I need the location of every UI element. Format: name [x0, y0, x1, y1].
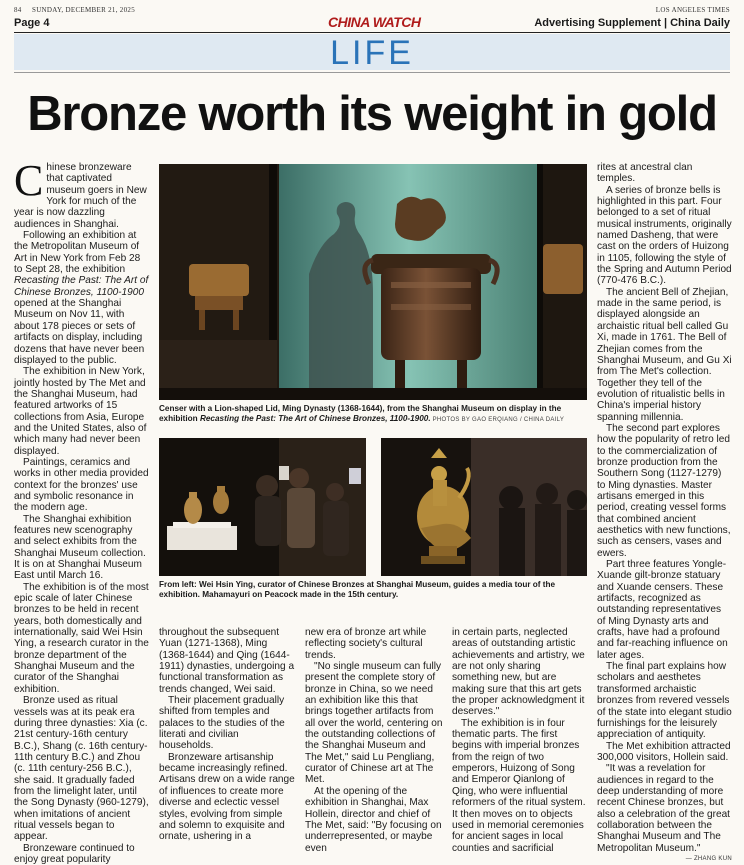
media-tour-image: [159, 438, 366, 576]
col2-p2: Their placement gradually shifted from temples and palaces to the studies of the literati and civilian households.: [159, 695, 285, 752]
main-caption-title: Recasting the Past: The Art of Chinese Bronzes, 1100-1900.: [199, 414, 431, 423]
col1-p2-text: Following an exhibition at the Metropolitan Museum of Art in New York from Feb 28 to Sept 28, the exhibition: [14, 230, 141, 276]
page-number-top: 84: [14, 6, 22, 14]
main-photo-caption: [159, 404, 587, 425]
col1-p1: hinese bronzeware that captivated museum goers in New York for much of the year is now dazzling audiences in Shanghai.: [14, 162, 147, 230]
main-photo: [159, 164, 587, 400]
mahamayuri-peacock-image: [381, 438, 587, 576]
col5-p8: "It was a revelation for audiences in regard to the deep understanding of more recent Chinese bronzes, but also a celebration of the great collaboration between the Shanghai Museum and The Metropolitan Museum.": [597, 763, 730, 854]
lower-photos-caption: From left: Wei Hsin Ying, curator of Chinese Bronzes at Shanghai Museum, guides a media tour of the exhibition. Mahamayuri on Peacock made in the 15th century.: [159, 580, 556, 599]
col5-p5: Part three features Yongle-Xuande gilt-bronze statuary and Xuande censers. These artifacts, recognized as outstanding representatives of Ming Dynasty arts and crafts, have had a profound and far-reaching influence on later ages.: [597, 559, 728, 661]
col2-p1: throughout the subsequent Yuan (1271-1368), Ming (1368-1644) and Qing (1644-1911) dynasties, undergoing a functional transformation as trends changed, Wei said.: [159, 627, 295, 695]
col1-p6: The exhibition is of the most epic scale of later Chinese bronzes to be held in recent years, both domestically and internationally, said Wei Hsin Ying, a research curator in the bronze department of the Shanghai Museum and the curator of the Shanghai exhibition.: [14, 581, 149, 695]
col3-p1: new era of bronze art while reflecting society's cultural trends.: [305, 627, 427, 661]
drop-cap: C: [14, 156, 44, 205]
byline: — ZHANG KUN: [685, 855, 732, 862]
col5-p3: The ancient Bell of Zhejian, made in the same period, is displayed alongside an archaistic ritual bell called Gu Xi, made in 1761. The Bell of Zhejian comes from the Shanghai Museum, and Gu Xi from The Met's collection. Together they tell of the evolution of ritualistic bells in China's imperial history spanning millennia.: [597, 286, 732, 423]
media-tour-photo: [159, 438, 366, 576]
col1-p4: Paintings, ceramics and works in other media provided context for the bronzes' use and symbolic resonance in the modern age.: [14, 456, 149, 514]
page-label: Page 4: [14, 17, 50, 29]
section-title: LIFE: [330, 34, 414, 72]
col1-p5: The Shanghai exhibition features new scenography and select exhibits from the Shanghai Museum collection. It is on at Shanghai Museum East until March 16.: [14, 513, 146, 582]
col5-p2: A series of bronze bells is highlighted in this part. Four belonged to a set of ritual musical instruments, originally named Dasheng, that were cast on the orders of Huizong in 1105, following the style of the Spring and Autumn Period (770-476 B.C.).: [597, 184, 732, 287]
col5-p6: The final part explains how scholars and aesthetes transformed archaistic bronzes from revered vessels of the state into elegant studio furnishings for the leisurely appreciation of antiquity.: [597, 661, 732, 741]
article-column-3: [305, 627, 443, 854]
article-column-5: [597, 162, 732, 865]
article-column-4: [452, 627, 588, 854]
publisher-text: China Daily: [670, 17, 730, 29]
col4-p2: The exhibition is in four thematic parts. The first begins with imperial bronzes from the reign of two emperors, Huizong of Song and Emperor Qianlong of Qing, who were influential reformers of the ritual system. It then moves on to objects used in memorial ceremonies for ancient sages in local counties and sacrificial: [452, 717, 586, 854]
article-column-2: [159, 627, 295, 843]
article-column-1: [14, 156, 150, 865]
exhibition-title: Recasting the Past: The Art of Chinese Bronzes, 1100-1900: [14, 275, 149, 298]
col5-p4: The second part explores how the popularity of retro led to the commercialization of bronze production from the Southern Song (1127-1279) to Ming dynasties. Master artisans emerged in this period, creating vessel forms that combined ancient aesthetics with new functions, such as censers, vases and ewers.: [597, 422, 731, 559]
censer-display-image: [159, 164, 587, 400]
col3-p2: "No single museum can fully present the complete story of bronze in China, so we need an exhibition like this that brings together artifacts from all over the world, centering on the outstanding collections of the Shanghai Museum and The Met," said Lu Pengliang, curator of Chinese art at The Met.: [305, 661, 443, 786]
paper-name: LOS ANGELES TIMES: [655, 6, 730, 14]
supplement-text: Advertising Supplement: [534, 17, 661, 29]
supplement-label: Advertising Supplement | China Daily: [534, 17, 730, 29]
photo-credit: PHOTOS BY GAO ERQIANG / CHINA DAILY: [430, 417, 565, 423]
peacock-photo: [381, 438, 587, 576]
col1-p2-text-end: opened at the Shanghai Museum on Nov 11, with about 178 pieces or sets of artifacts on display, including dozens that have never been displayed to the public.: [14, 298, 145, 366]
col2-p3: Bronzeware artisanship became increasingly refined. Artisans drew on a wide range of influences to create more diverse and eclectic vessel styles, evolving from simple and solemn to exquisite and ornate, ushering in a: [159, 751, 295, 843]
section-rule: [14, 72, 730, 73]
col1-p3: The exhibition in New York, jointly hosted by The Met and the Shanghai Museum, had featured artworks of 15 collections from Asia, Europe and the United States, also of which many had never been displayed.: [14, 366, 147, 457]
col5-p7: The Met exhibition attracted 300,000 visitors, Hollein said.: [597, 740, 731, 763]
issue-date: SUNDAY, DECEMBER 21, 2025: [32, 6, 135, 14]
main-caption-text: Censer with a Lion-shaped Lid, Ming Dynasty (1368-1644), from the Shanghai Museum on display in the exhibition: [159, 404, 562, 423]
col1-p8: Bronzeware continued to enjoy great popularity: [14, 842, 135, 865]
col1-p7: Bronze used as ritual vessels was at its peak era during three dynasties: Xia (c. 21st century-16th century B.C.), Shang (c. 16th century-11th century B.C.) and Zhou (c. 11th century-256 B.C.), she said. It gradually faded from the limelight later, until the Song Dynasty (960-1279), when imitations of ancient ritual vessels began to appear.: [14, 695, 149, 843]
col5-p1: rites at ancestral clan temples.: [597, 162, 693, 185]
china-watch-logo: CHINA WATCH: [328, 14, 421, 30]
col3-p3: At the opening of the exhibition in Shanghai, Max Hollein, director and chief of The Met, said: "By focusing on underrepresented, or maybe even: [305, 785, 442, 854]
col1-p2: [14, 230, 150, 366]
masthead-rule: [14, 32, 730, 33]
col4-p1: in certain parts, neglected areas of outstanding artistic achievements and artistry, we are not only sharing something new, but are making sure that this art gets the proper acknowledgment it deserves.": [452, 627, 585, 718]
headline: Bronze worth its weight in gold: [27, 87, 717, 141]
